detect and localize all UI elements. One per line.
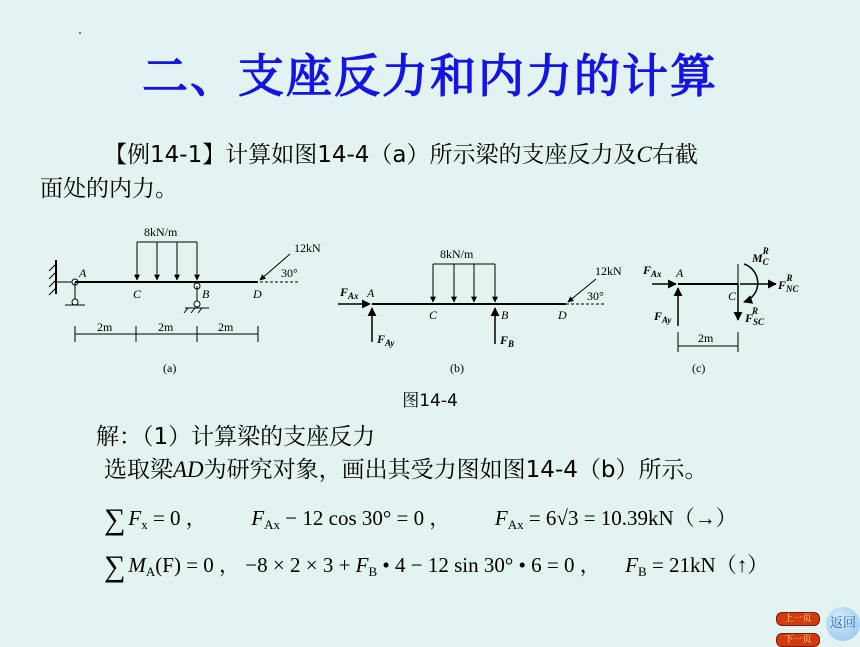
svg-text:MCR <box>751 246 770 267</box>
eq2-p1-rest: (F) = 0 ， <box>155 553 241 577</box>
svg-text:FAy <box>653 309 672 325</box>
b-fb: F <box>500 333 509 347</box>
problem-var-c: C <box>636 142 652 167</box>
sum-symbol: ∑ <box>104 503 126 536</box>
svg-text:FAx <box>642 263 662 279</box>
eq2-p2-sub: B <box>368 564 378 579</box>
a-point-d: D <box>253 287 262 301</box>
c-fay: F <box>654 309 663 323</box>
b-point-c: C <box>429 308 438 322</box>
a-dim-3: 2m <box>218 320 234 334</box>
b-angle-label: 30° <box>587 289 604 303</box>
b-point-d: D <box>558 308 567 322</box>
solution-var-ad: AD <box>173 457 204 482</box>
a-angle-label: 30° <box>281 266 298 280</box>
svg-text:FSCR <box>744 306 765 327</box>
eq2-p3-sub: B <box>638 564 647 579</box>
c-fnc-sub: NC <box>786 284 799 294</box>
eq1-p3-sub: Ax <box>507 517 524 532</box>
figure-caption: 图14-4 <box>402 391 458 411</box>
a-point-b: B <box>202 287 210 301</box>
eq1-p2-sub: Ax <box>264 517 281 532</box>
c-point-c: C <box>728 289 737 303</box>
next-page-button[interactable]: 下一页 <box>776 633 820 647</box>
c-fnc-sup: R <box>786 273 793 283</box>
decorative-dot <box>79 32 81 34</box>
problem-text-c: 面处的内力。 <box>40 176 178 202</box>
equation-x-balance <box>104 502 737 537</box>
b-point-b: B <box>501 308 509 322</box>
eq2-p1-sub: A <box>145 564 156 579</box>
b-fax: F <box>340 285 349 299</box>
figure-a <box>49 225 321 375</box>
figure-b <box>338 247 622 375</box>
problem-text-a: 【例14-1】计算如图14-4（a）所示梁的支座反力及 <box>104 142 637 168</box>
c-fnc: F <box>778 278 787 292</box>
c-fax: F <box>643 263 652 277</box>
eq1-p1-var: F <box>128 506 142 530</box>
a-dim-2: 2m <box>158 320 174 334</box>
c-caption: (c) <box>692 361 706 375</box>
a-dim-1: 2m <box>97 320 113 334</box>
eq1-p1-rest: = 0 ， <box>147 506 207 530</box>
eq2-p1-var: M <box>128 553 146 577</box>
figure-c <box>642 246 800 375</box>
b-load-label: 8kN/m <box>440 247 474 261</box>
sum-symbol: ∑ <box>104 550 126 583</box>
problem-statement <box>40 138 820 206</box>
solution-text-a: 选取梁 <box>104 457 173 483</box>
a-point-c: C <box>133 287 142 301</box>
eq2-p3-var: F <box>625 553 639 577</box>
equation-moment-balance <box>104 549 768 584</box>
figure-14-4 <box>40 222 820 382</box>
eq2-p3-rest: = 21kN（↑） <box>646 553 769 577</box>
eq1-p2-rest: − 12 cos 30° = 0 ， <box>280 506 451 530</box>
b-force-label: 12kN <box>595 264 622 278</box>
c-fsc: F <box>745 311 754 325</box>
c-mc: M <box>752 251 763 265</box>
eq2-p2-var: F <box>355 553 369 577</box>
b-fay: F <box>377 332 386 346</box>
a-point-a: A <box>79 266 87 280</box>
c-fsc-sup: R <box>752 306 759 316</box>
eq1-p3-rest: = 6√3 = 10.39kN（→） <box>523 506 737 530</box>
b-caption: (b) <box>450 361 464 375</box>
c-mc-sub: C <box>762 257 769 267</box>
b-fay-sub: Ay <box>385 338 395 348</box>
slide-title: 二、支座反力和内力的计算 <box>142 49 718 103</box>
a-load-label: 8kN/m <box>144 225 178 239</box>
eq1-p2-var: F <box>251 506 265 530</box>
c-fsc-sub: SC <box>753 317 765 327</box>
solution-step-1: 解：（1）计算梁的支座反力 <box>96 424 376 450</box>
a-caption: (a) <box>163 361 177 375</box>
eq2-p2-rest: • 4 − 12 sin 30° • 6 = 0 ， <box>377 553 601 577</box>
svg-text:FAx <box>339 285 359 301</box>
c-dim: 2m <box>698 331 714 345</box>
b-point-a: A <box>367 286 375 300</box>
svg-text:FB <box>499 333 514 349</box>
prev-page-button[interactable]: 上一页 <box>776 612 820 626</box>
eq2-p2-a: −8 × 2 × 3 + <box>245 553 356 577</box>
back-button[interactable]: 返回 <box>826 607 860 641</box>
eq1-p1-sub: x <box>141 517 148 532</box>
b-fax-sub: Ax <box>348 291 359 301</box>
a-force-label: 12kN <box>294 241 321 255</box>
eq1-p3-var: F <box>494 506 508 530</box>
c-fax-sub: Ax <box>651 269 662 279</box>
c-mc-sup: R <box>762 246 769 256</box>
svg-text:FAy <box>376 332 395 348</box>
svg-text:FNCR <box>777 273 800 294</box>
c-point-a: A <box>676 266 684 280</box>
b-fb-sub: B <box>508 339 515 349</box>
solution-text-b: 为研究对象，画出其受力图如图14-4（b）所示。 <box>203 457 708 483</box>
problem-text-b: 右截 <box>651 142 698 168</box>
c-fay-sub: Ay <box>662 315 672 325</box>
solution-step-text <box>104 451 707 484</box>
